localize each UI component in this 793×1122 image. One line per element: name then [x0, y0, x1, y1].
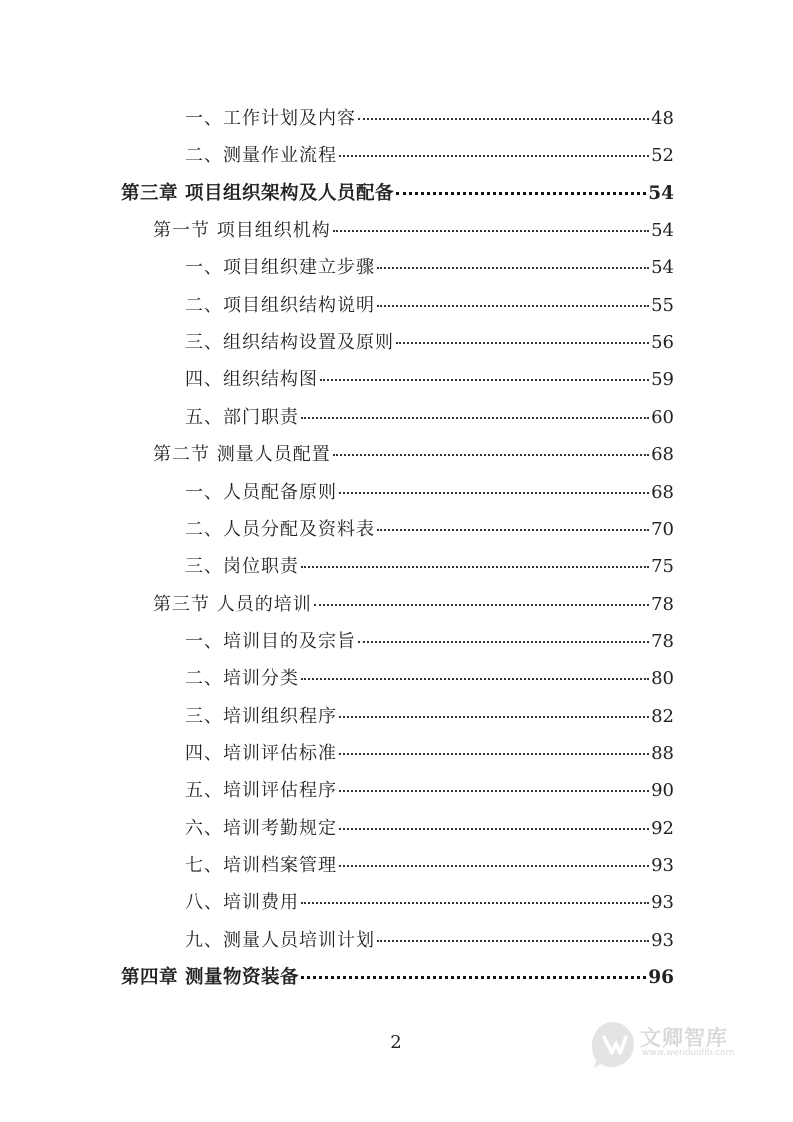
toc-entry-item[interactable] [185, 407, 674, 429]
toc-dot-leader [333, 230, 649, 232]
toc-entry-title: 一、人员配备原则 [185, 481, 337, 503]
toc-entry-item[interactable] [185, 369, 674, 391]
toc-entry-item[interactable] [185, 668, 674, 690]
toc-entry-title: 第四章 测量物资装备 [121, 967, 299, 989]
toc-entry-item[interactable] [185, 295, 674, 317]
toc-entry-title: 五、培训评估程序 [185, 780, 337, 802]
toc-entry-section[interactable] [153, 444, 674, 466]
toc-entry-title: 四、组织结构图 [185, 369, 318, 391]
toc-dot-leader [358, 118, 649, 120]
toc-entry-page: 93 [651, 855, 674, 876]
toc-entry-page: 80 [651, 668, 674, 690]
toc-entry-title: 一、工作计划及内容 [185, 108, 356, 129]
toc-entry-item[interactable] [185, 108, 674, 130]
toc-entry-title: 第三节 人员的培训 [153, 593, 312, 615]
toc-entry-section[interactable] [153, 594, 674, 616]
toc-dot-leader [339, 716, 649, 718]
toc-dot-leader [314, 604, 649, 606]
toc-entry-section[interactable] [153, 220, 674, 242]
toc-entry-item[interactable] [185, 743, 674, 765]
toc-entry-item[interactable] [185, 780, 674, 802]
toc-entry-page: 96 [648, 967, 674, 989]
toc-entry-page: 70 [651, 518, 674, 540]
toc-entry-chapter[interactable] [121, 183, 674, 205]
toc-entry-title: 二、培训分类 [185, 668, 299, 690]
toc-entry-item[interactable] [185, 631, 674, 653]
toc-entry-page: 55 [651, 294, 674, 316]
toc-dot-leader [358, 641, 649, 643]
toc-entry-item[interactable] [185, 519, 674, 541]
toc-entry-title: 九、测量人员培训计划 [185, 929, 375, 951]
toc-dot-leader [377, 305, 649, 307]
toc-entry-title: 第一节 项目组织机构 [153, 220, 331, 242]
toc-entry-page: 78 [651, 593, 674, 615]
toc-entry-title: 四、培训评估标准 [185, 742, 337, 764]
toc-dot-leader [339, 155, 649, 157]
toc-entry-page: 54 [651, 220, 674, 242]
toc-dot-leader [377, 940, 649, 942]
toc-entry-page: 60 [651, 406, 674, 428]
toc-dot-leader [301, 976, 646, 979]
toc-entry-title: 一、培训目的及宗旨 [185, 630, 356, 652]
toc-entry-page: 48 [651, 108, 674, 129]
toc-entry-item[interactable] [185, 257, 674, 279]
toc-entry-page: 88 [651, 742, 674, 764]
toc-entry-title: 第二节 测量人员配置 [153, 444, 331, 466]
wenku-logo-icon [590, 1020, 636, 1070]
toc-entry-item[interactable] [185, 930, 674, 952]
toc-entry-page: 59 [651, 369, 674, 391]
toc-dot-leader [339, 753, 649, 755]
watermark-url: www.wenduolib.com [642, 1048, 735, 1058]
toc-entry-page: 93 [651, 892, 674, 914]
toc-entry-title: 三、培训组织程序 [185, 705, 337, 727]
toc-entry-page: 90 [651, 780, 674, 802]
toc-entry-title: 三、岗位职责 [185, 556, 299, 578]
toc-dot-leader [339, 828, 649, 830]
toc-dot-leader [320, 379, 649, 381]
toc-entry-title: 二、项目组织结构说明 [185, 294, 375, 316]
toc-dot-leader [301, 566, 649, 568]
toc-entry-page: 52 [651, 145, 674, 167]
toc-entry-page: 92 [651, 817, 674, 839]
toc-dot-leader [396, 192, 646, 195]
toc-dot-leader [377, 529, 649, 531]
toc-entry-item[interactable] [185, 818, 674, 840]
toc-dot-leader [333, 454, 649, 456]
toc-dot-leader [339, 790, 649, 792]
toc-entry-page: 54 [648, 182, 674, 204]
watermark-text: 文卿智库 [640, 1026, 728, 1050]
toc-dot-leader [301, 902, 649, 904]
toc-dot-leader [377, 267, 649, 269]
toc-dot-leader [301, 417, 649, 419]
toc-entry-item[interactable] [185, 482, 674, 504]
toc-entry-page: 68 [651, 481, 674, 503]
toc-entry-page: 82 [651, 705, 674, 727]
toc-entry-title: 一、项目组织建立步骤 [185, 257, 375, 279]
toc-entry-item[interactable] [185, 556, 674, 578]
toc-entry-chapter[interactable] [121, 967, 674, 989]
toc-entry-page: 75 [651, 556, 674, 578]
toc-dot-leader [396, 342, 649, 344]
toc-dot-leader [339, 492, 649, 494]
toc-entry-page: 68 [651, 444, 674, 466]
toc-entry-page: 93 [651, 929, 674, 951]
toc-entry-item[interactable] [185, 855, 674, 877]
toc-entry-page: 56 [651, 332, 674, 354]
toc-entry-title: 六、培训考勤规定 [185, 817, 337, 839]
toc-entry-item[interactable] [185, 706, 674, 728]
toc-entry-page: 78 [651, 630, 674, 652]
toc-entry-title: 二、人员分配及资料表 [185, 518, 375, 540]
toc-entry-title: 五、部门职责 [185, 406, 299, 428]
toc-entry-title: 第三章 项目组织架构及人员配备 [121, 182, 394, 204]
toc-entry-title: 二、测量作业流程 [185, 145, 337, 167]
toc-dot-leader [301, 678, 649, 680]
toc-entry-title: 三、组织结构设置及原则 [185, 332, 394, 354]
toc-entry-page: 54 [651, 257, 674, 279]
toc-dot-leader [339, 865, 649, 867]
toc-entry-title: 七、培训档案管理 [185, 855, 337, 876]
toc-entry-item[interactable] [185, 145, 674, 167]
page-number: 2 [390, 1032, 402, 1053]
toc-entry-item[interactable] [185, 892, 674, 914]
toc-entry-item[interactable] [185, 332, 674, 354]
toc-entry-title: 八、培训费用 [185, 892, 299, 914]
watermark [590, 1018, 770, 1078]
